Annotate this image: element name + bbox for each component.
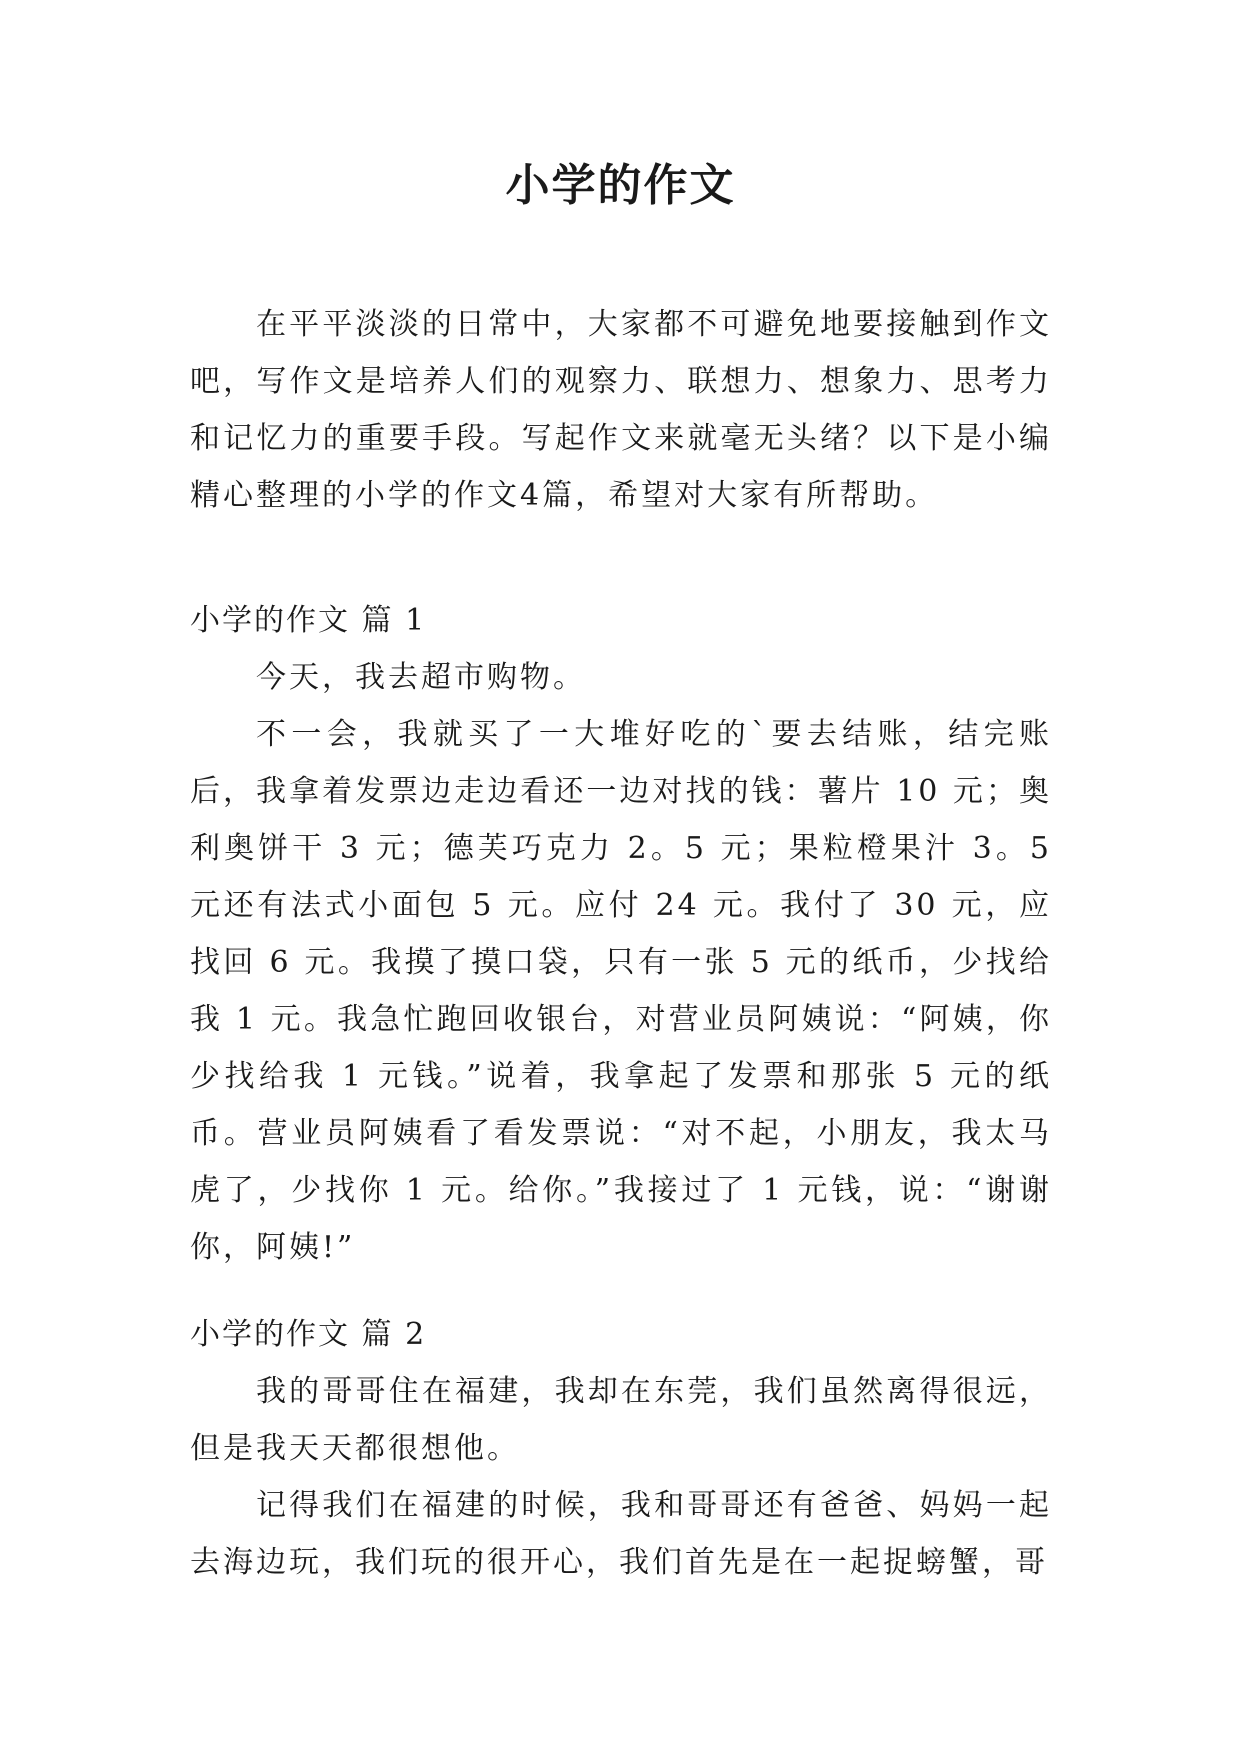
section-heading: 小学的作文 篇 2 [190, 1317, 427, 1352]
section-heading: 小学的作文 篇 1 [190, 603, 427, 638]
section-paragraph: 今天，我去超市购物。 [256, 660, 586, 695]
intro-paragraph: 在平平淡淡的日常中，大家都不可避免地要接触到作文吧，写作文是培养人们的观察力、联想力、想象力、思考力和记忆力的重要手段。写起作文来就毫无头绪？以下是小编精心整理的小学的作文4篇，希望对大家有所帮助。 [190, 307, 1052, 513]
section-paragraph: 不一会，我就买了一大堆好吃的`要去结账，结完账后，我拿着发票边走边看还一边对找的钱：薯片 10 元；奥利奥饼干 3 元；德芙巧克力 2。5 元；果粒橙果汁 3。5 元还有法式小面包 5 元。应付 24 元。我付了 30 元，应找回 6 元。我摸了摸口袋，只有一张 5 元的纸币，少找给我 1 元。我急忙跑回收银台，对营业员阿姨说：“阿姨，你少找给我 1 元钱。”说着，我拿起了发票和那张 5 元的纸币。营业员阿姨看了看发票说：“对不起，小朋友，我太马虎了，少找你 1 元。给你。”我接过了 1 元钱，说：“谢谢你，阿姨!” [190, 717, 1052, 1265]
document-title: 小学的作文 [505, 160, 736, 211]
section-paragraph: 我的哥哥住在福建，我却在东莞，我们虽然离得很远，但是我天天都很想他。 [190, 1374, 1052, 1466]
section-paragraph: 记得我们在福建的时候，我和哥哥还有爸爸、妈妈一起去海边玩，我们玩的很开心，我们首先是在一起捉螃蟹，哥 [190, 1488, 1052, 1580]
